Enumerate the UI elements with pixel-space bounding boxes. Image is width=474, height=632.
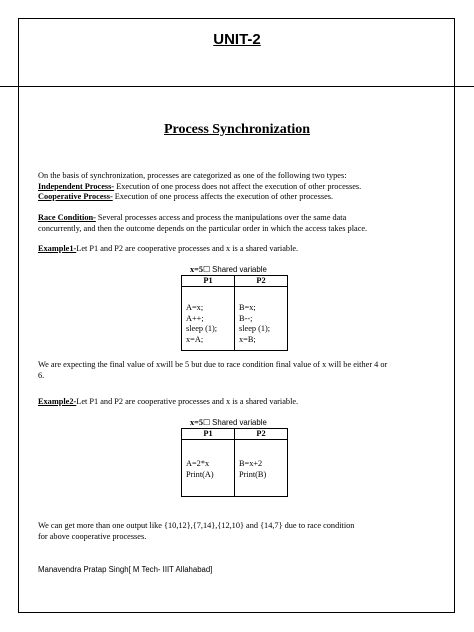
example2-caption — [190, 418, 267, 427]
independent-text: Execution of one process does not affect the execution of other processes. — [114, 181, 362, 191]
independent-process-line — [38, 182, 400, 193]
example2-col-p1: P1 — [182, 429, 235, 440]
example1-p1-code — [182, 287, 235, 351]
example1-shared-var: x=5 — [190, 265, 204, 274]
code-line: B=x+2 — [239, 459, 263, 468]
example2-table — [181, 428, 288, 497]
race-condition-block — [38, 213, 400, 234]
code-line: B--; — [239, 313, 253, 323]
intro-text: On the basis of synchronization, processes are categorized as one of the following two types: — [38, 171, 347, 180]
cooperative-text: Execution of one process affects the execution of other processes. — [112, 192, 334, 201]
code-line: A=x; — [186, 303, 204, 312]
example1-shared-note: ☐ Shared variable — [203, 265, 267, 274]
cooperative-term: Cooperative Process- — [38, 192, 113, 201]
code-line: Print(A) — [186, 469, 214, 479]
race-text-1: Several processes access and process the manipulations over the same data — [95, 213, 347, 222]
example2-conclusion-line-1: We can get more than one output like {10,12},{7,14},{12,10} and {14,7} due to race condition — [38, 521, 355, 530]
race-line-2: concurrently, and then the outcome depends on the particular order in which the access takes place. — [38, 223, 368, 233]
example1-heading — [38, 244, 400, 255]
example1-note — [38, 360, 418, 381]
example1-p2-code — [235, 287, 288, 351]
example2-text: Let P1 and P2 are cooperative processes and x is a shared variable. — [76, 397, 299, 406]
example2-shared-var: x=5 — [190, 418, 204, 427]
page-title: Process Synchronization — [163, 122, 311, 137]
example2-conclusion — [38, 521, 418, 542]
cooperative-process-line — [38, 192, 400, 203]
example2-p1-code — [182, 440, 235, 497]
example1-col-p2: P2 — [235, 276, 288, 287]
example2-conclusion-line-2: for above cooperative processes. — [38, 531, 147, 541]
race-line-1 — [38, 213, 400, 224]
example2-col-p2: P2 — [235, 429, 288, 440]
example2-shared-note: ☐ Shared variable — [203, 418, 267, 427]
code-line: A=2*x — [186, 459, 210, 468]
code-line: sleep (1); — [186, 324, 218, 333]
example1-label: Example1- — [38, 244, 77, 253]
race-term: Race Condition- — [38, 213, 96, 222]
example1-col-p1: P1 — [182, 276, 235, 287]
example1-note-line-1: We are expecting the final value of xwill be 5 but due to race condition final value of x will be either 4 or — [38, 360, 388, 369]
example2-p2-code — [235, 440, 288, 497]
example1-caption — [190, 265, 267, 274]
example2-heading — [38, 397, 400, 408]
author-footer: Manavendra Pratap Singh[ M Tech- IIIT Allahabad] — [38, 565, 213, 574]
code-line: A++; — [186, 313, 204, 323]
example1-note-line-2: 6. — [38, 370, 45, 380]
code-line: x=B; — [239, 334, 256, 344]
independent-term: Independent Process- — [38, 181, 115, 191]
code-line: x=A; — [186, 334, 204, 344]
unit-heading: UNIT-2 — [213, 31, 261, 48]
code-line: Print(B) — [239, 469, 267, 479]
header-divider — [0, 86, 474, 87]
code-line: B=x; — [239, 303, 256, 312]
code-line: sleep (1); — [239, 324, 271, 333]
example1-text: Let P1 and P2 are cooperative processes and x is a shared variable. — [76, 244, 299, 253]
intro-block — [38, 171, 400, 203]
example2-label: Example2- — [38, 397, 77, 406]
example1-table — [181, 275, 288, 351]
